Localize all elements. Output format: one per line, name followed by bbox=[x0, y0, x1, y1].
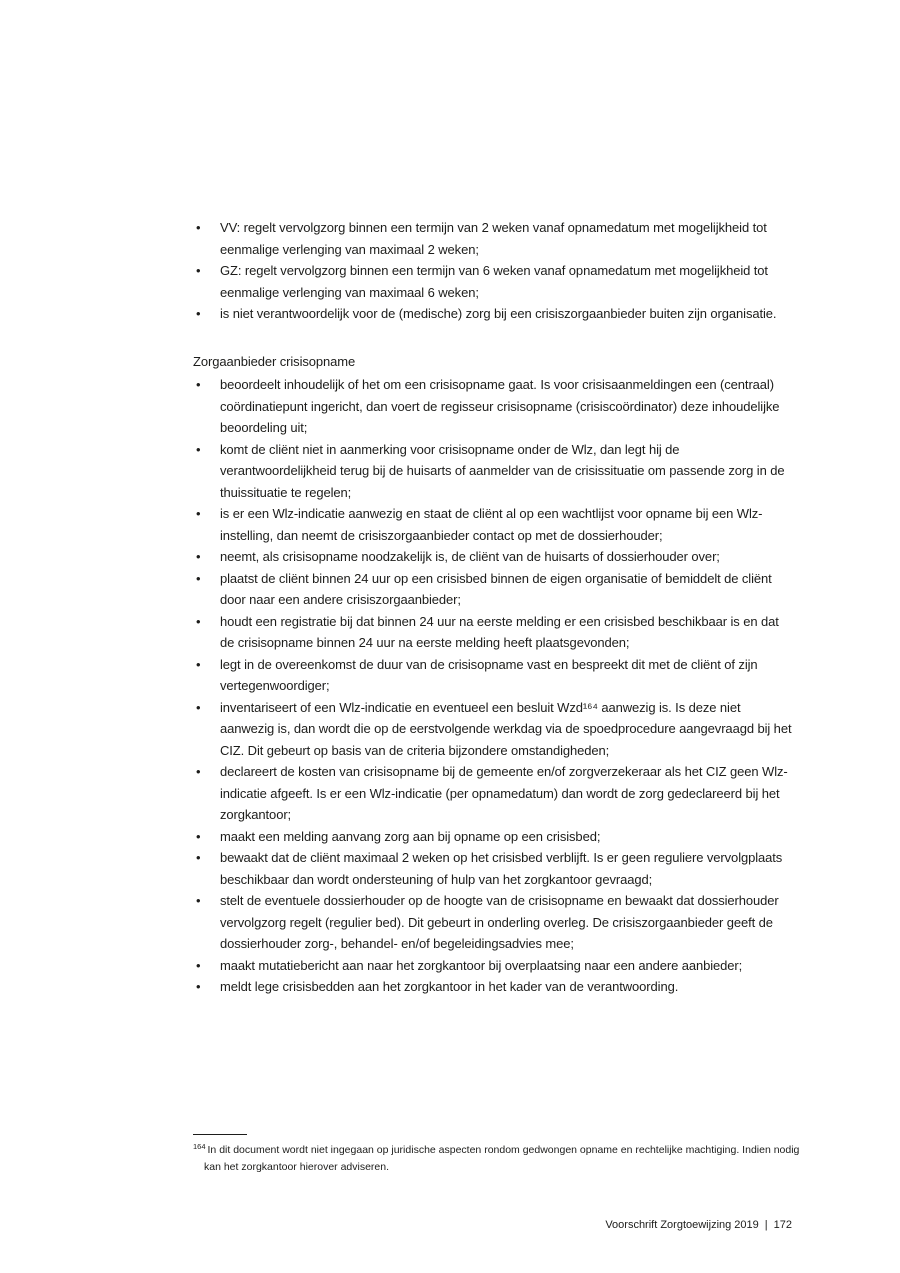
bullet-item: • meldt lege crisisbedden aan het zorgkantoor in het kader van de verantwoording. bbox=[193, 976, 794, 998]
page-footer bbox=[605, 1218, 792, 1233]
bullet-item: • komt de cliënt niet in aanmerking voor crisisopname onder de Wlz, dan legt hij de verantwoordelijkheid terug bij de huisarts of aanmelder van de crisissituatie om passende zorg in de thuissituatie te regelen; bbox=[193, 439, 794, 504]
bullet-item: • stelt de eventuele dossierhouder op de hoogte van de crisisopname en bewaakt dat dossierhouder vervolgzorg regelt (regulier bed). Dit gebeurt in onderling overleg. De crisiszorgaanbieder geeft de dossierhouder zorg-, behandel- en/of begeleidingsadvies mee; bbox=[193, 890, 794, 955]
bullet-item: • GZ: regelt vervolgzorg binnen een termijn van 6 weken vanaf opnamedatum met mogelijkheid tot eenmalige verlenging van maximaal 6 weken; bbox=[193, 260, 794, 303]
bullet-item: • VV: regelt vervolgzorg binnen een termijn van 2 weken vanaf opnamedatum met mogelijkheid tot eenmalige verlenging van maximaal 2 weken; bbox=[193, 217, 794, 260]
bullet-item: • neemt, als crisisopname noodzakelijk is, de cliënt van de huisarts of dossierhouder over; bbox=[193, 546, 794, 568]
page-content bbox=[193, 217, 794, 998]
crisisopname-bullet-list bbox=[193, 374, 794, 998]
bullet-item: • inventariseert of een Wlz-indicatie en eventueel een besluit Wzd¹⁶⁴ aanwezig is. Is deze niet aanwezig is, dan wordt die op de eerstvolgende werkdag via de spoedprocedure aangevraagd bij het CIZ. Dit gebeurt op basis van de criteria bijzondere omstandigheden; bbox=[193, 697, 794, 762]
intro-bullet-list bbox=[193, 217, 794, 325]
footnote-divider bbox=[193, 1134, 247, 1135]
bullet-item: • maakt een melding aanvang zorg aan bij opname op een crisisbed; bbox=[193, 826, 794, 848]
bullet-item: • beoordeelt inhoudelijk of het om een crisisopname gaat. Is voor crisisaanmeldingen een (centraal) coördinatiepunt ingericht, dan voert de regisseur crisisopname (crisiscoördinator) deze inhoudelijke beoordeling uit; bbox=[193, 374, 794, 439]
bullet-item: • is er een Wlz-indicatie aanwezig en staat de cliënt al op een wachtlijst voor opname bij een Wlz-instelling, dan neemt de crisiszorgaanbieder contact op met de dossierhouder; bbox=[193, 503, 794, 546]
footnote-body: In dit document wordt niet ingegaan op juridische aspecten rondom gedwongen opname en rechtelijke machtiging. Indien nodig kan het zorgkantoor hierover adviseren. bbox=[204, 1144, 800, 1173]
bullet-item: • houdt een registratie bij dat binnen 24 uur na eerste melding er een crisisbed beschikbaar is en dat de crisisopname binnen 24 uur na eerste melding heeft plaatsgevonden; bbox=[193, 611, 794, 654]
bullet-item: • declareert de kosten van crisisopname bij de gemeente en/of zorgverzekeraar als het CIZ geen Wlz-indicatie afgeeft. Is er een Wlz-indicatie (per opnamedatum) dan wordt de zorg gedeclareerd bij het zorgkantoor; bbox=[193, 761, 794, 826]
footnote bbox=[193, 1134, 818, 1176]
bullet-item: • plaatst de cliënt binnen 24 uur op een crisisbed binnen de eigen organisatie of bemiddelt de cliënt door naar een andere crisiszorgaanbieder; bbox=[193, 568, 794, 611]
footer-separator: | bbox=[764, 1219, 768, 1231]
page-number: 172 bbox=[773, 1219, 792, 1231]
footnote-text bbox=[193, 1142, 818, 1176]
footer-title: Voorschrift Zorgtoewijzing 2019 bbox=[605, 1219, 759, 1231]
bullet-item: • maakt mutatiebericht aan naar het zorgkantoor bij overplaatsing naar een andere aanbieder; bbox=[193, 955, 794, 977]
footnote-marker: 164 bbox=[193, 1141, 206, 1151]
bullet-item: • bewaakt dat de cliënt maximaal 2 weken op het crisisbed verblijft. Is er geen reguliere vervolgplaats beschikbaar dan wordt ondersteuning of hulp van het zorgkantoor gevraagd; bbox=[193, 847, 794, 890]
section-heading: Zorgaanbieder crisisopname bbox=[193, 353, 356, 369]
bullet-item: • legt in de overeenkomst de duur van de crisisopname vast en bespreekt dit met de cliënt of zijn vertegenwoordiger; bbox=[193, 654, 794, 697]
bullet-item: • is niet verantwoordelijk voor de (medische) zorg bij een crisiszorgaanbieder buiten zijn organisatie. bbox=[193, 303, 794, 325]
